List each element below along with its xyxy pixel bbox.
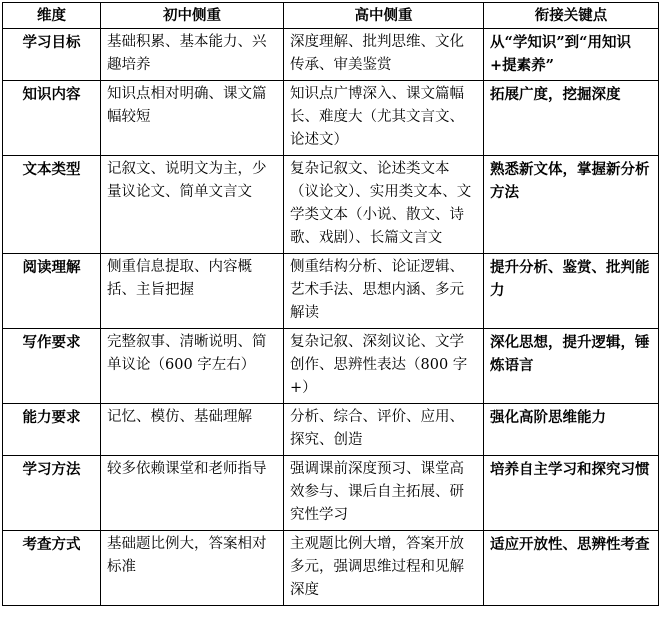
row-key-point: 从“学知识”到“用知识+提素养” — [484, 29, 659, 81]
table-row — [3, 531, 659, 606]
row-junior: 知识点相对明确、课文篇幅较短 — [101, 81, 284, 156]
row-senior: 主观题比例大增，答案开放多元，强调思维过程和见解深度 — [284, 531, 484, 606]
row-key-point: 拓展广度，挖掘深度 — [484, 81, 659, 156]
row-junior: 侧重信息提取、内容概括、主旨把握 — [101, 254, 284, 329]
header-key-point: 衔接关键点 — [484, 3, 659, 29]
comparison-table — [2, 2, 659, 606]
row-senior: 强调课前深度预习、课堂高效参与、课后自主拓展、研究性学习 — [284, 456, 484, 531]
row-key-point: 深化思想，提升逻辑，锤炼语言 — [484, 329, 659, 404]
row-senior: 知识点广博深入、课文篇幅长、难度大（尤其文言文、论述文） — [284, 81, 484, 156]
row-key-point: 提升分析、鉴赏、批判能力 — [484, 254, 659, 329]
row-dimension: 知识内容 — [3, 81, 101, 156]
row-junior: 记叙文、说明文为主，少量议论文、简单文言文 — [101, 156, 284, 254]
row-key-point: 熟悉新文体，掌握新分析方法 — [484, 156, 659, 254]
row-junior: 基础积累、基本能力、兴趣培养 — [101, 29, 284, 81]
table-row — [3, 329, 659, 404]
row-junior: 较多依赖课堂和老师指导 — [101, 456, 284, 531]
row-senior: 侧重结构分析、论证逻辑、艺术手法、思想内涵、多元解读 — [284, 254, 484, 329]
table-row — [3, 254, 659, 329]
row-senior: 复杂记叙文、论述类文本（议论文）、实用类文本、文学类文本（小说、散文、诗歌、戏剧）、长篇文言文 — [284, 156, 484, 254]
table-header-row — [3, 3, 659, 29]
table-row — [3, 156, 659, 254]
header-dimension: 维度 — [3, 3, 101, 29]
row-senior: 深度理解、批判思维、文化传承、审美鉴赏 — [284, 29, 484, 81]
row-senior: 分析、综合、评价、应用、探究、创造 — [284, 404, 484, 456]
row-key-point: 适应开放性、思辨性考查 — [484, 531, 659, 606]
table-row — [3, 456, 659, 531]
header-senior: 高中侧重 — [284, 3, 484, 29]
row-dimension: 考查方式 — [3, 531, 101, 606]
header-junior: 初中侧重 — [101, 3, 284, 29]
table-row — [3, 29, 659, 81]
row-dimension: 阅读理解 — [3, 254, 101, 329]
table-row — [3, 404, 659, 456]
row-junior: 完整叙事、清晰说明、简单议论（600 字左右） — [101, 329, 284, 404]
row-key-point: 培养自主学习和探究习惯 — [484, 456, 659, 531]
row-dimension: 写作要求 — [3, 329, 101, 404]
row-junior: 记忆、模仿、基础理解 — [101, 404, 284, 456]
row-dimension: 文本类型 — [3, 156, 101, 254]
row-key-point: 强化高阶思维能力 — [484, 404, 659, 456]
table-row — [3, 81, 659, 156]
row-dimension: 学习方法 — [3, 456, 101, 531]
row-senior: 复杂记叙、深刻议论、文学创作、思辨性表达（800 字+） — [284, 329, 484, 404]
row-dimension: 能力要求 — [3, 404, 101, 456]
row-junior: 基础题比例大，答案相对标准 — [101, 531, 284, 606]
row-dimension: 学习目标 — [3, 29, 101, 81]
